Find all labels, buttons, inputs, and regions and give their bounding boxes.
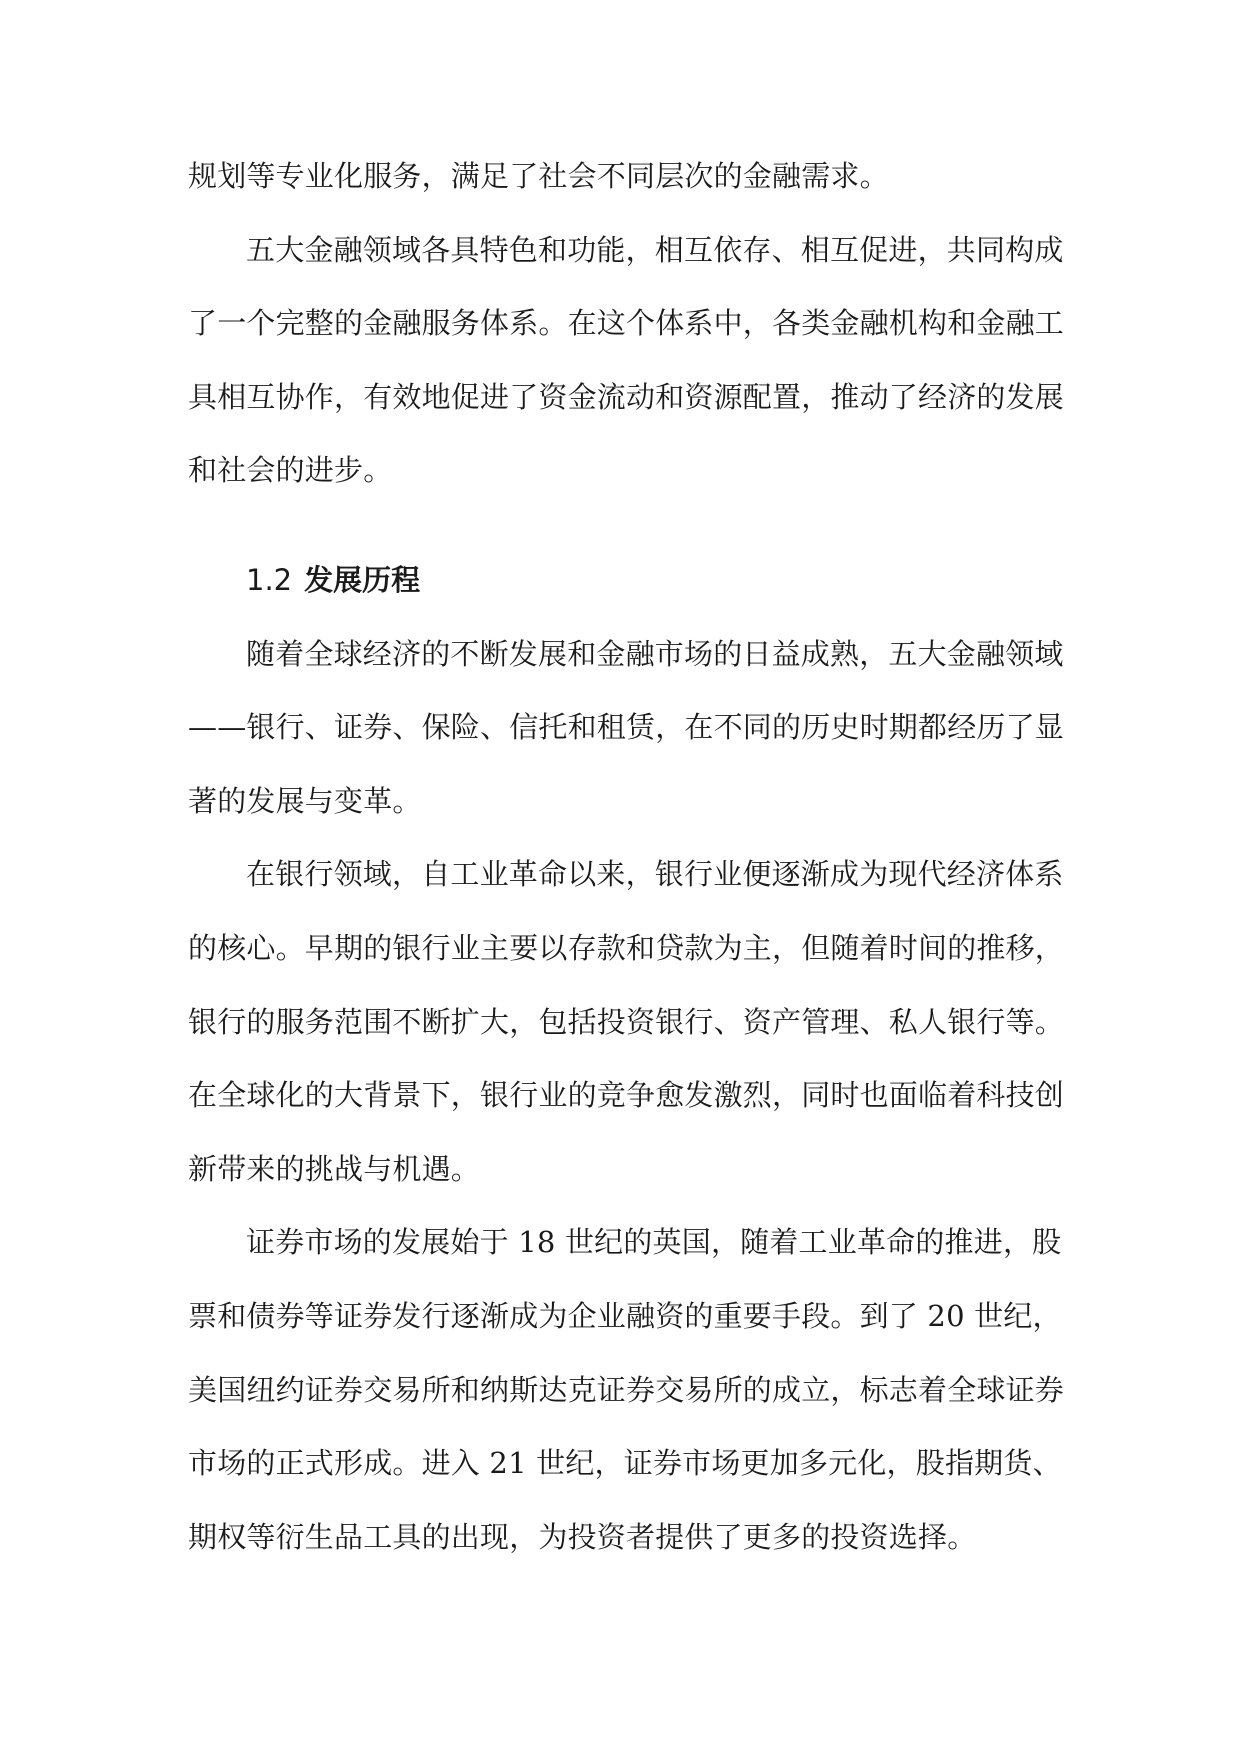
paragraph <box>188 214 1065 508</box>
text-line: 具相互协作，有效地促进了资金流动和资源配置，推动了经济的发展 <box>188 379 1065 414</box>
text-line: 和社会的进步。 <box>188 453 393 488</box>
paragraph <box>188 838 1065 1206</box>
text-line: 五大金融领域各具特色和功能，相互依存、相互促进，共同构成 <box>246 232 1064 267</box>
text-line: 随着全球经济的不断发展和金融市场的日益成熟，五大金融领域 <box>246 636 1064 671</box>
text-line: 美国纽约证券交易所和纳斯达克证券交易所的成立，标志着全球证券 <box>188 1372 1065 1407</box>
paragraph <box>188 140 1053 214</box>
text-line: 在银行领域，自工业革命以来，银行业便逐渐成为现代经济体系 <box>246 857 1064 892</box>
document-body <box>188 140 1065 1574</box>
text-line: 银行的服务范围不断扩大，包括投资银行、资产管理、私人银行等。 <box>188 1004 1065 1039</box>
paragraph <box>188 618 1065 839</box>
text-line: 在全球化的大背景下，银行业的竞争愈发激烈，同时也面临着科技创 <box>188 1078 1065 1113</box>
text-line: 了一个完整的金融服务体系。在这个体系中，各类金融机构和金融工 <box>188 306 1065 341</box>
text-line: 市场的正式形成。进入 21 世纪，证券市场更加多元化，股指期货、 <box>188 1446 1062 1481</box>
text-line: 著的发展与变革。 <box>188 783 422 818</box>
text-line: 的核心。早期的银行业主要以存款和贷款为主，但随着时间的推移， <box>188 930 1065 965</box>
section-spacer <box>188 508 1053 544</box>
section-number: 1.2 <box>246 562 293 597</box>
section-title: 发展历程 <box>304 562 421 597</box>
text-line: 规划等专业化服务，满足了社会不同层次的金融需求。 <box>188 159 889 193</box>
text-line: ——银行、证券、保险、信托和租赁，在不同的历史时期都经历了显 <box>188 710 1065 745</box>
text-line: 证券市场的发展始于 18 世纪的英国，随着工业革命的推进，股 <box>246 1225 1062 1260</box>
text-line: 新带来的挑战与机遇。 <box>188 1151 481 1186</box>
section-heading <box>188 544 1053 618</box>
paragraph <box>188 1206 1065 1574</box>
text-line: 票和债券等证券发行逐渐成为企业融资的重要手段。到了 20 世纪， <box>188 1298 1062 1333</box>
text-line: 期权等衍生品工具的出现，为投资者提供了更多的投资选择。 <box>188 1519 977 1554</box>
